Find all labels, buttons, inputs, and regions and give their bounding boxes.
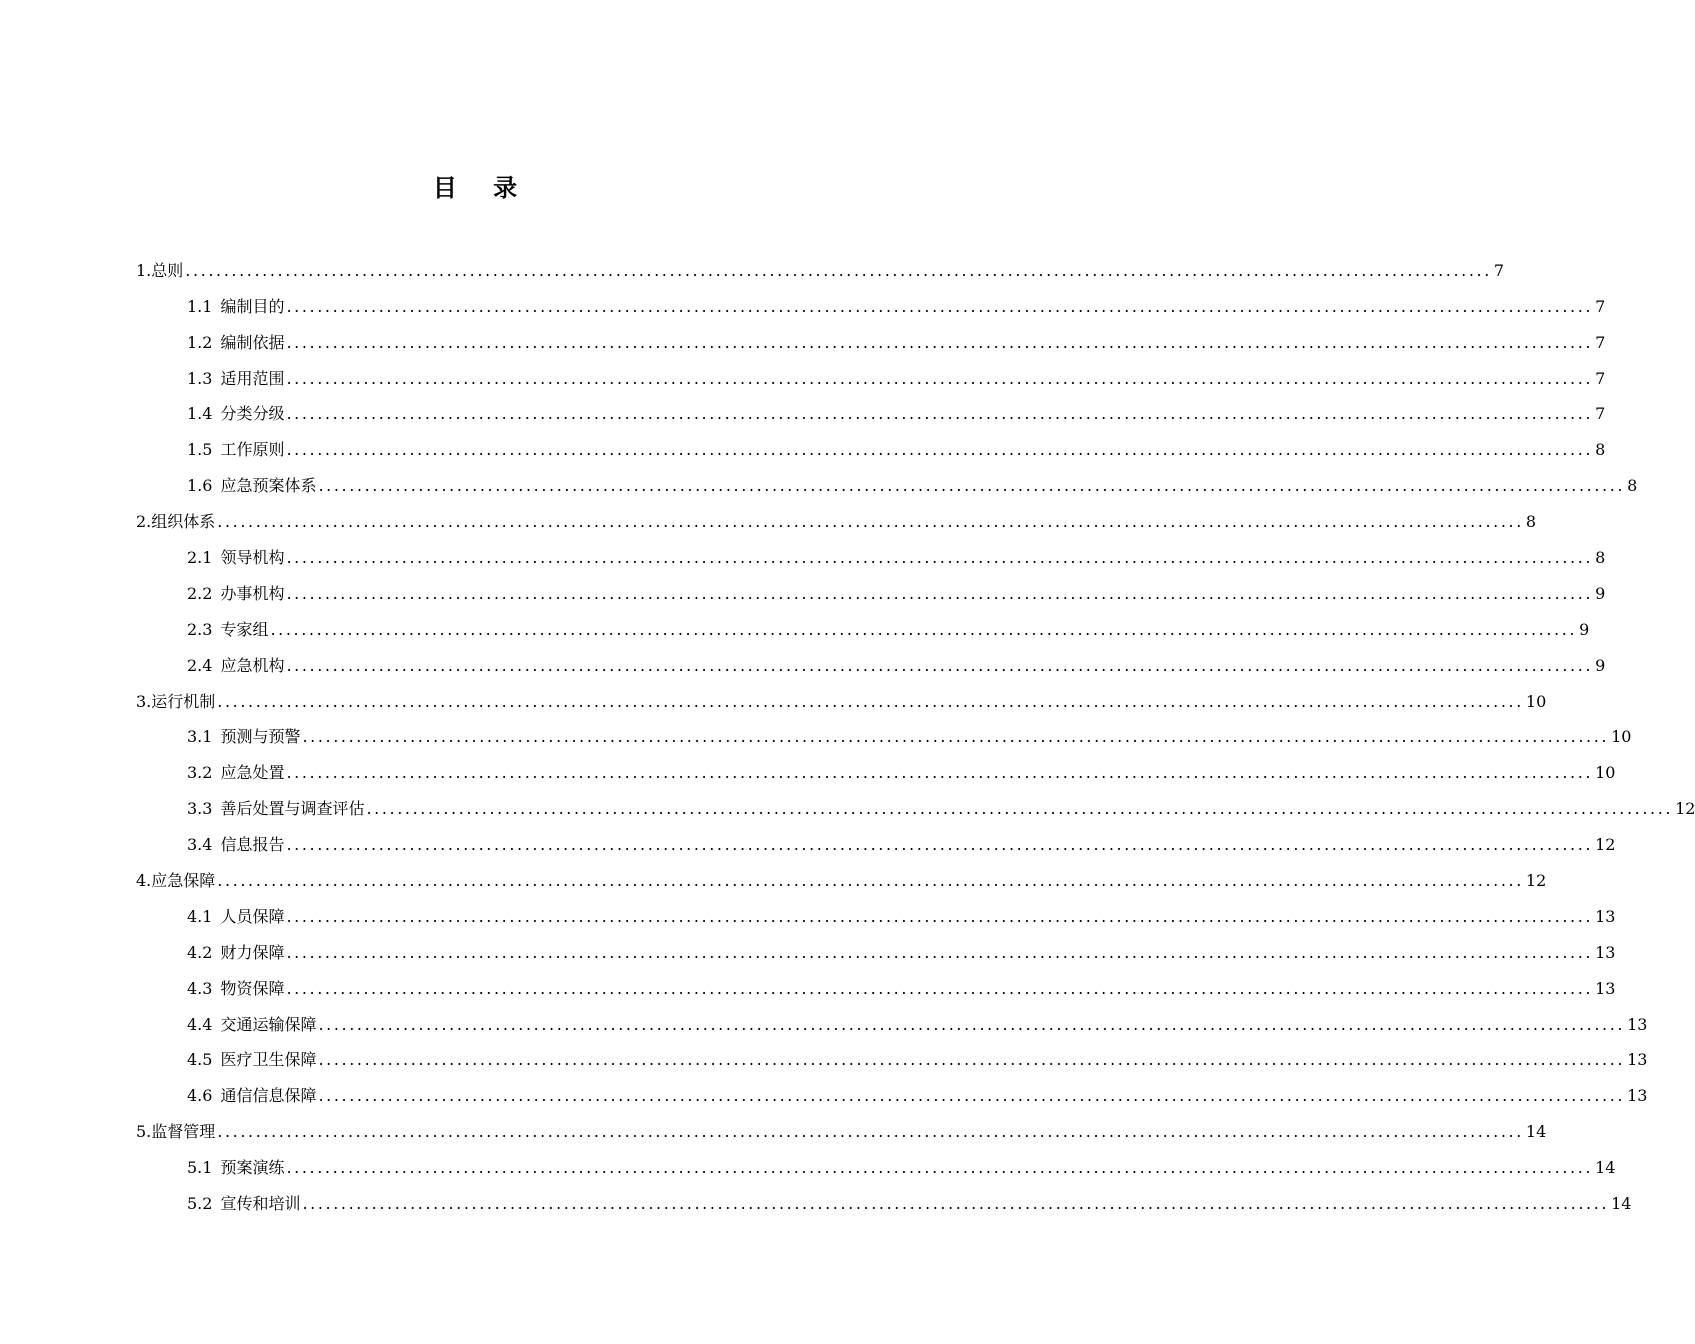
toc-page-number: 13 <box>1595 906 1616 926</box>
toc-list <box>136 246 1695 1215</box>
toc-section-entry[interactable] <box>136 713 1632 749</box>
toc-dot-leader: .......................................................................................................................................................................... <box>286 978 1594 998</box>
toc-dot-leader: .......................................................................................................................................................................... <box>185 260 1492 280</box>
toc-entry-number: 5. <box>136 1122 152 1142</box>
toc-page-number: 14 <box>1595 1158 1616 1178</box>
toc-dot-leader: .......................................................................................................................................................................... <box>302 727 1610 747</box>
toc-dot-leader: .......................................................................................................................................................................... <box>286 906 1594 926</box>
toc-page-number: 7 <box>1595 368 1606 388</box>
toc-section-entry[interactable] <box>136 1000 1648 1036</box>
toc-section-entry[interactable] <box>136 569 1606 605</box>
toc-dot-leader: .......................................................................................................................................................................... <box>318 1086 1626 1106</box>
toc-entry-number: 4.3 <box>187 978 213 998</box>
toc-entry-number: 3.4 <box>187 835 213 855</box>
toc-entry-title: 应急处置 <box>220 763 285 783</box>
toc-title: 目 录 <box>432 173 532 202</box>
toc-section-entry[interactable] <box>136 784 1695 820</box>
toc-entry-number: 1.1 <box>187 296 213 316</box>
toc-entry-number: 3.1 <box>187 727 213 747</box>
toc-entry-title: 监督管理 <box>151 1122 216 1142</box>
toc-dot-leader: .......................................................................................................................................................................... <box>286 835 1594 855</box>
toc-page-number: 8 <box>1595 440 1606 460</box>
toc-entry-title: 医疗卫生保障 <box>220 1050 317 1070</box>
toc-chapter-entry[interactable] <box>136 856 1547 892</box>
toc-entry-title: 办事机构 <box>220 583 285 603</box>
toc-chapter-entry[interactable] <box>136 1107 1547 1143</box>
toc-page-number: 13 <box>1595 978 1616 998</box>
toc-dot-leader: .......................................................................................................................................................................... <box>286 583 1594 603</box>
toc-dot-leader: .......................................................................................................................................................................... <box>286 404 1594 424</box>
toc-dot-leader: .......................................................................................................................................................................... <box>217 512 1524 532</box>
toc-entry-number: 1.6 <box>187 476 213 496</box>
toc-page-number: 9 <box>1595 655 1606 675</box>
toc-page-number: 12 <box>1595 835 1616 855</box>
toc-entry-title: 领导机构 <box>220 548 285 568</box>
toc-entry-number: 3.2 <box>187 763 213 783</box>
toc-dot-leader: .......................................................................................................................................................................... <box>217 691 1524 711</box>
toc-entry-number: 2.4 <box>187 655 213 675</box>
toc-dot-leader: .......................................................................................................................................................................... <box>286 942 1594 962</box>
toc-page-number: 7 <box>1493 260 1505 280</box>
toc-entry-number: 1. <box>136 260 152 280</box>
toc-entry-title: 组织体系 <box>151 512 216 532</box>
toc-chapter-entry[interactable] <box>136 677 1547 713</box>
toc-entry-title: 编制依据 <box>220 332 285 352</box>
toc-section-entry[interactable] <box>136 318 1606 354</box>
toc-section-entry[interactable] <box>136 820 1616 856</box>
toc-dot-leader: .......................................................................................................................................................................... <box>286 440 1594 460</box>
toc-section-entry[interactable] <box>136 1179 1632 1215</box>
toc-entry-number: 2.1 <box>187 548 213 568</box>
toc-entry-title: 适用范围 <box>220 368 285 388</box>
toc-section-entry[interactable] <box>136 964 1616 1000</box>
toc-entry-title: 通信信息保障 <box>220 1086 317 1106</box>
toc-entry-title: 信息报告 <box>220 835 285 855</box>
toc-page-number: 7 <box>1595 332 1606 352</box>
toc-dot-leader: .......................................................................................................................................................................... <box>217 871 1524 891</box>
toc-page-number: 7 <box>1595 296 1606 316</box>
toc-entry-number: 4.6 <box>187 1086 213 1106</box>
toc-page-number: 12 <box>1525 871 1547 891</box>
toc-dot-leader: .......................................................................................................................................................................... <box>318 1050 1626 1070</box>
toc-dot-leader: .......................................................................................................................................................................... <box>217 1122 1524 1142</box>
toc-page-number: 13 <box>1627 1086 1648 1106</box>
toc-dot-leader: .......................................................................................................................................................................... <box>286 548 1594 568</box>
toc-page-number: 12 <box>1675 799 1695 819</box>
toc-section-entry[interactable] <box>136 282 1606 318</box>
toc-entry-number: 5.1 <box>187 1158 213 1178</box>
toc-entry-number: 3. <box>136 691 152 711</box>
toc-entry-number: 3.3 <box>187 799 213 819</box>
toc-page-number: 14 <box>1611 1194 1632 1214</box>
toc-page-number: 13 <box>1627 1014 1648 1034</box>
toc-entry-title: 分类分级 <box>220 404 285 424</box>
toc-entry-title: 物资保障 <box>220 978 285 998</box>
toc-dot-leader: .......................................................................................................................................................................... <box>366 799 1674 819</box>
toc-entry-title: 总则 <box>151 260 184 280</box>
toc-page-number: 10 <box>1611 727 1632 747</box>
toc-section-entry[interactable] <box>136 425 1606 461</box>
toc-page-number: 10 <box>1595 763 1616 783</box>
toc-section-entry[interactable] <box>136 928 1616 964</box>
toc-chapter-entry[interactable] <box>136 497 1537 533</box>
toc-page-number: 8 <box>1595 548 1606 568</box>
toc-entry-title: 预案演练 <box>220 1158 285 1178</box>
toc-entry-number: 1.5 <box>187 440 213 460</box>
toc-dot-leader: .......................................................................................................................................................................... <box>286 296 1594 316</box>
toc-dot-leader: .......................................................................................................................................................................... <box>286 763 1594 783</box>
toc-dot-leader: .......................................................................................................................................................................... <box>286 368 1594 388</box>
toc-page-number: 9 <box>1595 583 1606 603</box>
toc-page-number: 8 <box>1525 512 1537 532</box>
toc-entry-title: 人员保障 <box>220 906 285 926</box>
toc-entry-number: 1.4 <box>187 404 213 424</box>
toc-entry-number: 4. <box>136 871 152 891</box>
toc-entry-number: 1.3 <box>187 368 213 388</box>
toc-dot-leader: .......................................................................................................................................................................... <box>286 332 1594 352</box>
toc-entry-title: 应急保障 <box>151 871 216 891</box>
toc-section-entry[interactable] <box>136 461 1638 497</box>
toc-entry-title: 宣传和培训 <box>220 1194 301 1214</box>
toc-entry-title: 编制目的 <box>220 296 285 316</box>
toc-dot-leader: .......................................................................................................................................................................... <box>270 619 1578 639</box>
toc-section-entry[interactable] <box>136 533 1606 569</box>
toc-entry-title: 预测与预警 <box>220 727 301 747</box>
toc-entry-title: 专家组 <box>220 619 269 639</box>
toc-page-number: 8 <box>1627 476 1638 496</box>
toc-section-entry[interactable] <box>136 390 1606 426</box>
toc-dot-leader: .......................................................................................................................................................................... <box>286 655 1594 675</box>
toc-entry-title: 应急机构 <box>220 655 285 675</box>
toc-dot-leader: .......................................................................................................................................................................... <box>318 1014 1626 1034</box>
toc-entry-number: 4.1 <box>187 906 213 926</box>
toc-page-number: 10 <box>1525 691 1547 711</box>
toc-page-number: 14 <box>1525 1122 1547 1142</box>
toc-entry-title: 善后处置与调查评估 <box>220 799 365 819</box>
toc-section-entry[interactable] <box>136 641 1606 677</box>
toc-entry-number: 4.4 <box>187 1014 213 1034</box>
toc-section-entry[interactable] <box>136 1036 1648 1072</box>
toc-entry-number: 1.2 <box>187 332 213 352</box>
toc-entry-title: 应急预案体系 <box>220 476 317 496</box>
toc-entry-number: 2.2 <box>187 583 213 603</box>
toc-section-entry[interactable] <box>136 354 1606 390</box>
toc-section-entry[interactable] <box>136 892 1616 928</box>
toc-entry-title: 交通运输保障 <box>220 1014 317 1034</box>
toc-entry-title: 财力保障 <box>220 942 285 962</box>
toc-page-number: 9 <box>1579 619 1590 639</box>
toc-page-number: 13 <box>1627 1050 1648 1070</box>
toc-entry-number: 2. <box>136 512 152 532</box>
toc-dot-leader: .......................................................................................................................................................................... <box>286 1158 1594 1178</box>
toc-section-entry[interactable] <box>136 605 1590 641</box>
toc-section-entry[interactable] <box>136 1071 1648 1107</box>
toc-section-entry[interactable] <box>136 1143 1616 1179</box>
toc-entry-title: 运行机制 <box>151 691 216 711</box>
toc-page-number: 7 <box>1595 404 1606 424</box>
toc-dot-leader: .......................................................................................................................................................................... <box>302 1194 1610 1214</box>
toc-chapter-entry[interactable] <box>136 246 1505 282</box>
toc-entry-number: 4.5 <box>187 1050 213 1070</box>
toc-entry-number: 2.3 <box>187 619 213 639</box>
toc-section-entry[interactable] <box>136 748 1616 784</box>
toc-page-number: 13 <box>1595 942 1616 962</box>
toc-entry-number: 4.2 <box>187 942 213 962</box>
toc-dot-leader: .......................................................................................................................................................................... <box>318 476 1626 496</box>
toc-entry-title: 工作原则 <box>220 440 285 460</box>
toc-entry-number: 5.2 <box>187 1194 213 1214</box>
